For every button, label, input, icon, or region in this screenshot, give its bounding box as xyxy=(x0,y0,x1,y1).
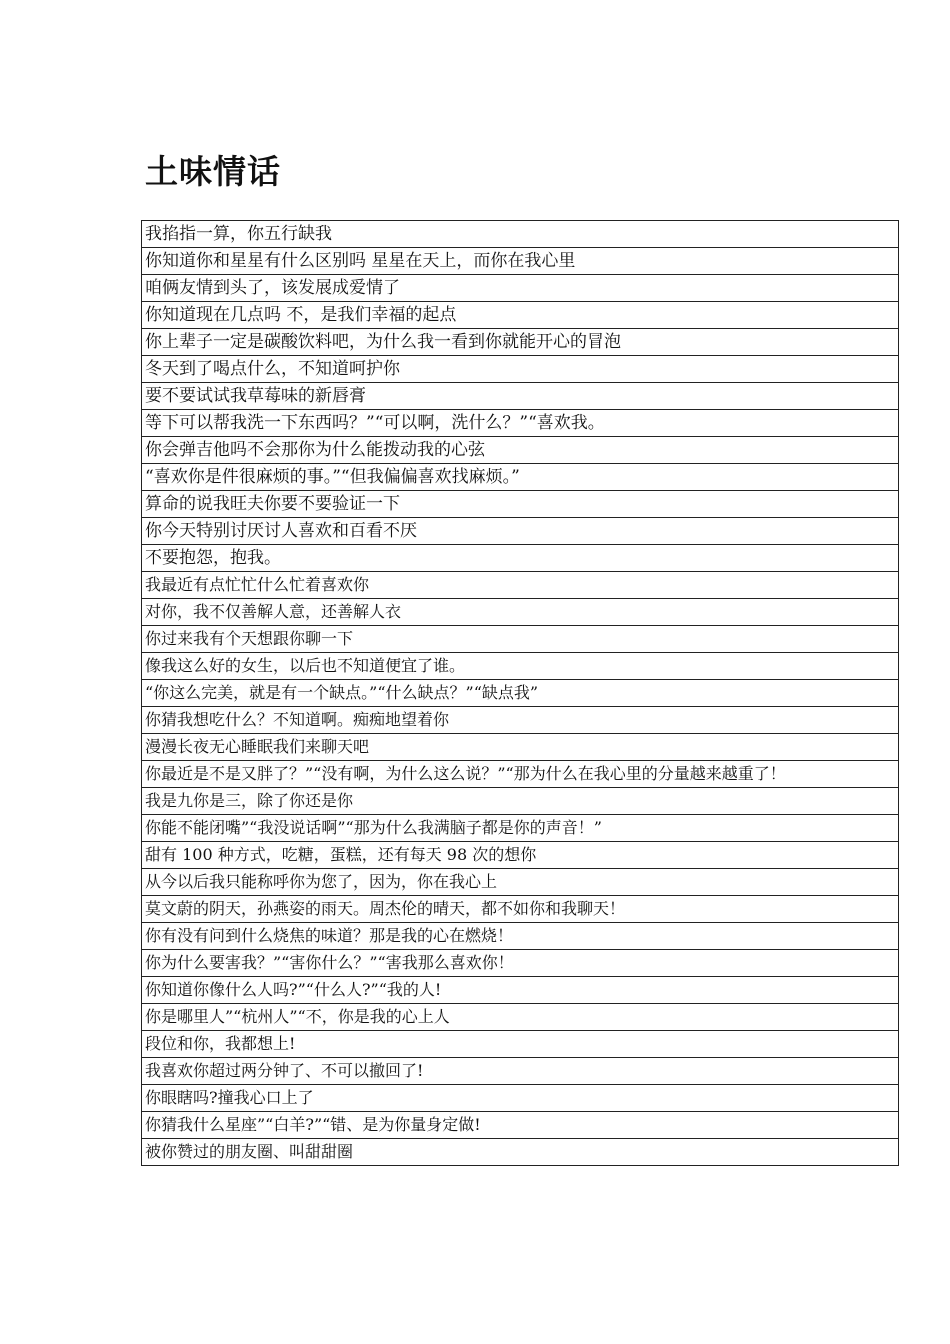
table-row xyxy=(142,383,899,410)
table-row xyxy=(142,356,899,383)
pickup-line-cell: 对你，我不仅善解人意，还善解人衣 xyxy=(142,599,899,626)
table-row xyxy=(142,1112,899,1139)
table-row xyxy=(142,410,899,437)
pickup-line-cell: 你为什么要害我？”“害你什么？”“害我那么喜欢你！ xyxy=(142,950,899,977)
table-row xyxy=(142,950,899,977)
pickup-line-cell: “喜欢你是件很麻烦的事。”“但我偏偏喜欢找麻烦。” xyxy=(142,464,899,491)
pickup-line-cell: 从今以后我只能称呼你为您了，因为，你在我心上 xyxy=(142,869,899,896)
table-row xyxy=(142,545,899,572)
table-row xyxy=(142,680,899,707)
pickup-line-cell: 你过来我有个天想跟你聊一下 xyxy=(142,626,899,653)
table-row xyxy=(142,248,899,275)
table-row xyxy=(142,221,899,248)
pickup-line-cell: 莫文蔚的阴天，孙燕姿的雨天。周杰伦的晴天，都不如你和我聊天！ xyxy=(142,896,899,923)
pickup-line-cell: 不要抱怨，抱我。 xyxy=(142,545,899,572)
pickup-line-cell: 冬天到了喝点什么，不知道呵护你 xyxy=(142,356,899,383)
pickup-line-cell: 你有没有问到什么烧焦的味道？那是我的心在燃烧！ xyxy=(142,923,899,950)
table-row xyxy=(142,869,899,896)
pickup-line-cell: 你上辈子一定是碳酸饮料吧，为什么我一看到你就能开心的冒泡 xyxy=(142,329,899,356)
table-row xyxy=(142,1085,899,1112)
pickup-line-cell: 你最近是不是又胖了？”“没有啊，为什么这么说？”“那为什么在我心里的分量越来越重了！ xyxy=(142,761,899,788)
table-row xyxy=(142,707,899,734)
pickup-line-cell: 你眼瞎吗?撞我心口上了 xyxy=(142,1085,899,1112)
table-row xyxy=(142,1031,899,1058)
pickup-line-cell: 你能不能闭嘴”“我没说话啊”“那为什么我满脑子都是你的声音！” xyxy=(142,815,899,842)
table-row xyxy=(142,1139,899,1166)
pickup-line-cell: 甜有 100 种方式，吃糖，蛋糕，还有每天 98 次的想你 xyxy=(142,842,899,869)
pickup-line-cell: 像我这么好的女生，以后也不知道便宜了谁。 xyxy=(142,653,899,680)
pickup-line-cell: 你知道你像什么人吗?”“什么人?”“我的人! xyxy=(142,977,899,1004)
table-row xyxy=(142,572,899,599)
pickup-line-cell: 咱俩友情到头了，该发展成爱情了 xyxy=(142,275,899,302)
table-row xyxy=(142,842,899,869)
pickup-line-cell: 你今天特别讨厌讨人喜欢和百看不厌 xyxy=(142,518,899,545)
pickup-line-cell: 你知道现在几点吗 不，是我们幸福的起点 xyxy=(142,302,899,329)
table-row xyxy=(142,896,899,923)
pickup-lines-table xyxy=(141,220,899,1166)
table-row xyxy=(142,275,899,302)
pickup-line-cell: 我最近有点忙忙什么忙着喜欢你 xyxy=(142,572,899,599)
pickup-line-cell: 要不要试试我草莓味的新唇膏 xyxy=(142,383,899,410)
table-row xyxy=(142,437,899,464)
pickup-line-cell: 你会弹吉他吗不会那你为什么能拨动我的心弦 xyxy=(142,437,899,464)
table-row xyxy=(142,491,899,518)
pickup-line-cell: 我是九你是三，除了你还是你 xyxy=(142,788,899,815)
table-row xyxy=(142,923,899,950)
pickup-line-cell: 你是哪里人”“杭州人”“不，你是我的心上人 xyxy=(142,1004,899,1031)
pickup-line-cell: 你猜我什么星座”“白羊?”“错、是为你量身定做! xyxy=(142,1112,899,1139)
pickup-line-cell: 漫漫长夜无心睡眠我们来聊天吧 xyxy=(142,734,899,761)
pickup-line-cell: 等下可以帮我洗一下东西吗？”“可以啊，洗什么？”“喜欢我。 xyxy=(142,410,899,437)
table-row xyxy=(142,329,899,356)
table-row xyxy=(142,734,899,761)
table-row xyxy=(142,815,899,842)
table-row xyxy=(142,653,899,680)
table-row xyxy=(142,761,899,788)
pickup-line-cell: 我喜欢你超过两分钟了、不可以撤回了! xyxy=(142,1058,899,1085)
table-row xyxy=(142,626,899,653)
table-row xyxy=(142,1058,899,1085)
table-row xyxy=(142,599,899,626)
table-row xyxy=(142,1004,899,1031)
table-row xyxy=(142,788,899,815)
table-row xyxy=(142,977,899,1004)
pickup-line-cell: 你知道你和星星有什么区别吗 星星在天上，而你在我心里 xyxy=(142,248,899,275)
pickup-line-cell: 我掐指一算，你五行缺我 xyxy=(142,221,899,248)
pickup-line-cell: 你猜我想吃什么？不知道啊。痴痴地望着你 xyxy=(142,707,899,734)
pickup-line-cell: 被你赞过的朋友圈、叫甜甜圈 xyxy=(142,1139,899,1166)
page-title: 土味情话 xyxy=(145,152,281,191)
pickup-line-cell: 算命的说我旺夫你要不要验证一下 xyxy=(142,491,899,518)
table-row xyxy=(142,518,899,545)
pickup-line-cell: “你这么完美，就是有一个缺点。”“什么缺点？”“缺点我” xyxy=(142,680,899,707)
table-row xyxy=(142,464,899,491)
pickup-line-cell: 段位和你，我都想上! xyxy=(142,1031,899,1058)
table-row xyxy=(142,302,899,329)
